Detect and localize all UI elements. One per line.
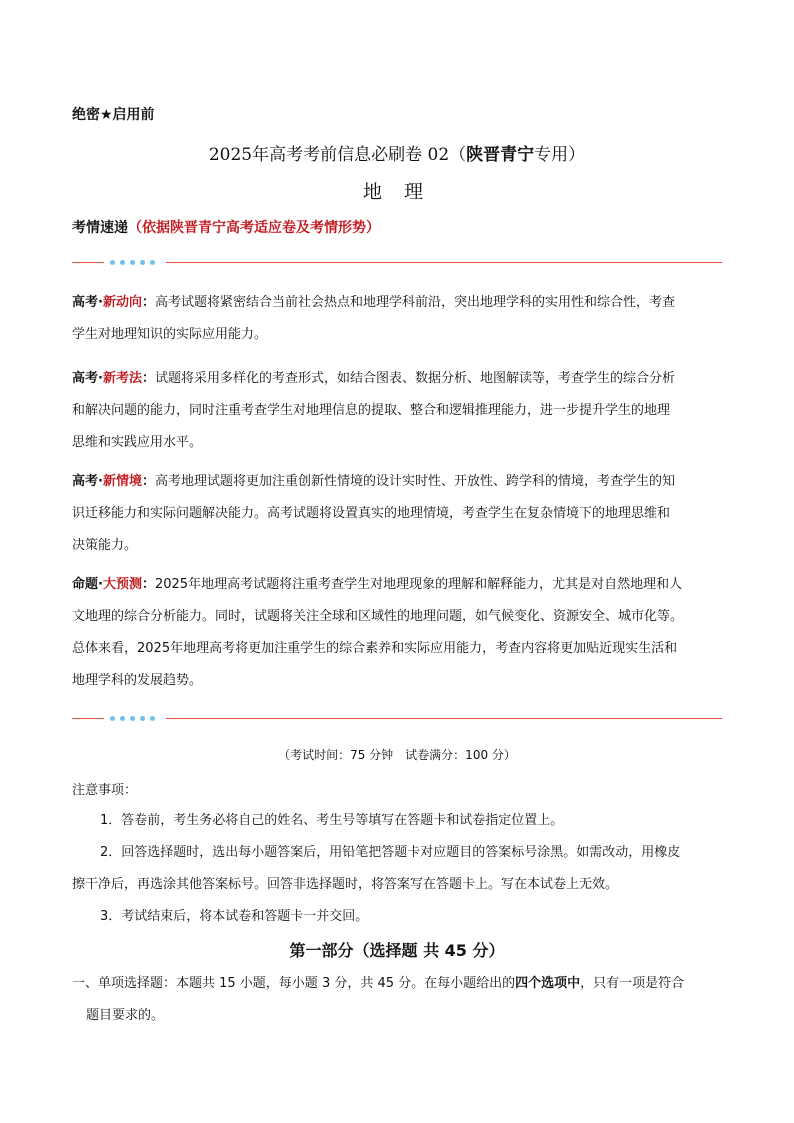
para-text: 高考地理试题将更加注重创新性情境的设计实时性、开放性、跨学科的情境，考查学生的知: [154, 474, 675, 489]
divider-top: [72, 257, 722, 269]
para-text: 总体来看，2025年地理高考将更加注重学生的综合素养和实际应用能力，考查内容将更加贴近现实生活和: [72, 641, 678, 656]
section-text: 一、单项选择题：本题共 15 小题，每小题 3 分，共 45 分。在每小题给出的: [72, 976, 516, 991]
divider-dot: [130, 716, 135, 721]
para-label: 高考·新动向：: [72, 295, 155, 310]
notice-item: 2．回答选择题时，选出每小题答案后，用铅笔把答题卡对应题目的答案标号涂黑。如需改动，用橡皮: [100, 845, 681, 860]
divider-dot: [150, 716, 155, 721]
para-text: 2025年地理高考试题将注重考查学生对地理现象的理解和解释能力，尤其是对自然地理和人: [154, 577, 683, 592]
paragraph-new-method: [72, 363, 722, 459]
para-label: 命题·大预测：: [72, 577, 155, 592]
part-one-heading: 第一部分（选择题 共 45 分）: [289, 941, 505, 960]
paper-title: [0, 140, 794, 165]
divider-bottom: [72, 713, 722, 725]
para-text: 地理学科的发展趋势。: [72, 673, 203, 688]
paragraph-new-context: [72, 466, 722, 562]
para-label: 高考·新情境：: [72, 474, 155, 489]
divider-line-right: [166, 718, 722, 719]
section-emphasis: 四个选项中: [515, 976, 581, 991]
divider-dot: [110, 716, 115, 721]
divider-line-left: [72, 262, 104, 263]
divider-dot: [120, 716, 125, 721]
para-text: 文地理的综合分析能力。同时，试题将关注全球和区域性的地理问题，如气候变化、资源安全、城市化等。: [72, 609, 684, 624]
paragraph-prediction: [72, 569, 722, 697]
divider-dot: [140, 716, 145, 721]
para-text: 试题将采用多样化的考查形式，如结合图表、数据分析、地图解读等，考查学生的综合分析: [154, 371, 675, 386]
para-label: 高考·新考法：: [72, 371, 155, 386]
title-suffix: 专用）: [534, 145, 586, 165]
title-region: 陕晋青宁: [466, 145, 535, 165]
section-text: ，只有一项是符合: [580, 976, 685, 991]
section-instructions: [72, 968, 722, 1032]
paragraph-new-trend: [72, 287, 722, 351]
divider-line-right: [166, 262, 722, 263]
notice-item-continued: 擦干净后，再选涂其他答案标号。回答非选择题时，将答案写在答题卡上。写在本试卷上无效。: [72, 877, 619, 892]
section-text: 题目要求的。: [86, 1008, 165, 1023]
para-text: 高考试题将紧密结合当前社会热点和地理学科前沿，突出地理学科的实用性和综合性，考查: [154, 295, 675, 310]
divider-dot: [140, 260, 145, 265]
divider-dot: [110, 260, 115, 265]
notice-item: 1．答卷前，考生务必将自己的姓名、考生号等填写在答题卡和试卷指定位置上。: [100, 813, 564, 828]
para-text: 思维和实践应用水平。: [72, 435, 203, 450]
subject-title: 地 理: [362, 181, 432, 203]
para-text: 和解决问题的能力，同时注重考查学生对地理信息的提取、整合和逻辑推理能力，进一步提升学生的地理: [72, 403, 671, 418]
divider-dot: [150, 260, 155, 265]
para-text: 识迁移能力和实际问题解决能力。高考试题将设置真实的地理情境，考查学生在复杂情境下的地理思维和: [72, 506, 671, 521]
confidential-mark: 绝密★启用前: [72, 107, 155, 123]
exam-info: （考试时间：75 分钟 试卷满分：100 分）: [278, 748, 516, 762]
kaoqing-note: （依据陕晋青宁高考适应卷及考情形势）: [128, 220, 380, 236]
divider-dot: [130, 260, 135, 265]
notice-item: 3．考试结束后，将本试卷和答题卡一并交回。: [100, 909, 369, 924]
notice-title: 注意事项：: [72, 783, 138, 798]
title-prefix: 2025年高考考前信息必刷卷 02（: [208, 145, 467, 165]
kaoqing-label: 考情速递: [72, 220, 128, 236]
divider-dot: [120, 260, 125, 265]
divider-line-left: [72, 718, 104, 719]
para-text: 决策能力。: [72, 538, 138, 553]
kaoqing-heading: [72, 217, 380, 237]
para-text: 学生对地理知识的实际应用能力。: [72, 327, 268, 342]
